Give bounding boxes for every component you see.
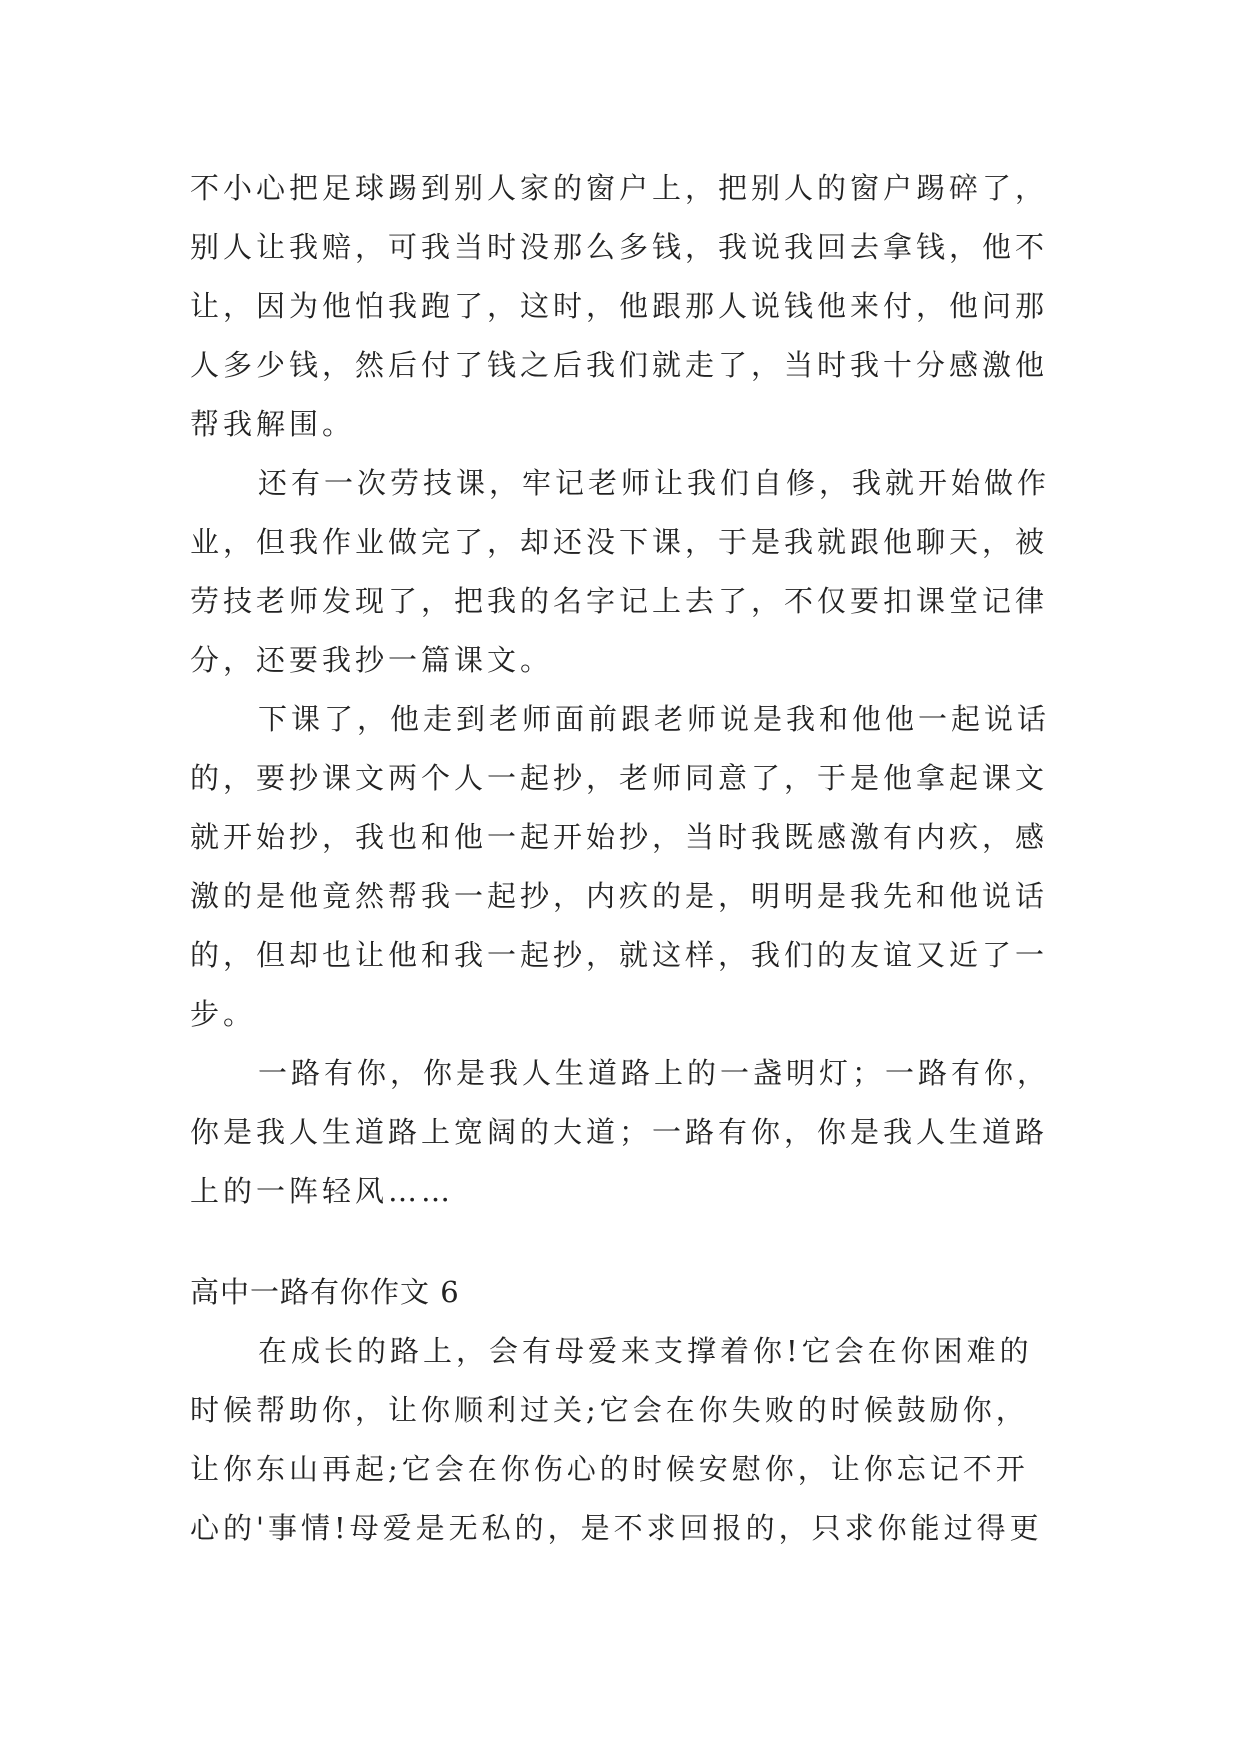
paragraph-line: 别人让我赔，可我当时没那么多钱，我说我回去拿钱，他不 — [190, 230, 1049, 264]
paragraph-line: 时候帮助你，让你顺利过关;它会在你失败的时候鼓励你， — [190, 1393, 1029, 1427]
paragraph-line: 下课了，他走到老师面前跟老师说是我和他他一起说话 — [258, 702, 1051, 736]
paragraph-line: 劳技老师发现了，把我的名字记上去了，不仅要扣课堂记律 — [190, 584, 1049, 618]
paragraph-line: 在成长的路上，会有母爱来支撑着你!它会在你困难的 — [258, 1334, 1033, 1368]
paragraph-line: 业，但我作业做完了，却还没下课，于是我就跟他聊天，被 — [190, 525, 1049, 559]
paragraph-line: 不小心把足球踢到别人家的窗户上，把别人的窗户踢碎了， — [190, 171, 1049, 205]
paragraph-line: 分，还要我抄一篇课文。 — [190, 643, 554, 677]
paragraph-line: 让，因为他怕我跑了，这时，他跟那人说钱他来付，他问那 — [190, 289, 1049, 323]
paragraph-line: 上的一阵轻风…… — [190, 1174, 455, 1208]
paragraph-line: 步。 — [190, 997, 257, 1031]
paragraph-line: 人多少钱，然后付了钱之后我们就走了，当时我十分感激他 — [190, 348, 1049, 382]
paragraph-line: 帮我解围。 — [190, 407, 356, 441]
paragraph-line: 就开始抄，我也和他一起开始抄，当时我既感激有内疚，感 — [190, 820, 1049, 854]
paragraph-line: 心的'事情!母爱是无私的，是不求回报的，只求你能过得更 — [190, 1511, 1043, 1545]
paragraph-line: 让你东山再起;它会在你伤心的时候安慰你，让你忘记不开 — [190, 1452, 1029, 1486]
paragraph-line: 的，但却也让他和我一起抄，就这样，我们的友谊又近了一 — [190, 938, 1049, 972]
paragraph-line: 还有一次劳技课，牢记老师让我们自修，我就开始做作 — [258, 466, 1051, 500]
section-title: 高中一路有你作文 6 — [190, 1275, 460, 1309]
paragraph-line: 的，要抄课文两个人一起抄，老师同意了，于是他拿起课文 — [190, 761, 1049, 795]
paragraph-line: 你是我人生道路上宽阔的大道；一路有你，你是我人生道路 — [190, 1115, 1049, 1149]
paragraph-line: 激的是他竟然帮我一起抄，内疚的是，明明是我先和他说话 — [190, 879, 1049, 913]
paragraph-line: 一路有你，你是我人生道路上的一盏明灯；一路有你， — [258, 1056, 1051, 1090]
